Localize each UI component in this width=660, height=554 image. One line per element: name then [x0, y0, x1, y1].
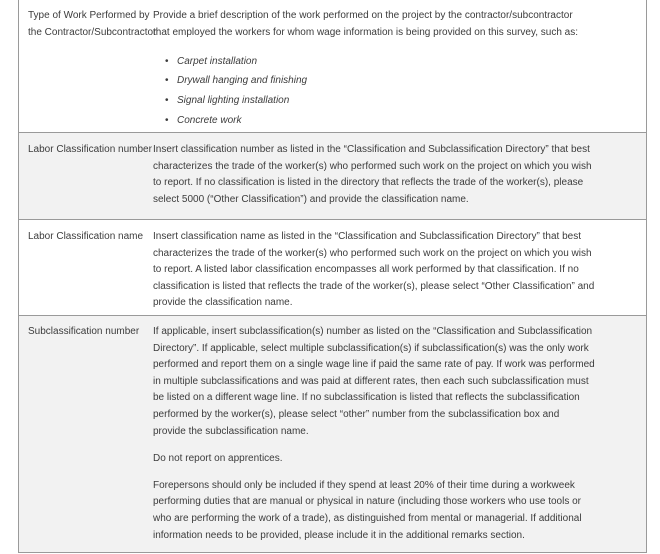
row-description [153, 8, 643, 131]
description-line: Insert classification name as listed in the “Classification and Subclassification Directory” that best [153, 231, 581, 242]
label-line: Labor Classification number [28, 144, 152, 155]
example-list-item: • Signal lighting installation [177, 91, 643, 111]
description-line: provide the classification name. [153, 297, 293, 309]
description-line: information needs to be provided, please include it in the additional remarks section. [153, 529, 525, 541]
label-line: Subclassification number [28, 326, 140, 337]
description-line: be listed on a different wage line. If no subclassification is listed that reflects the subclassification [153, 392, 580, 404]
row-labor-classification-name [19, 220, 646, 316]
description-line: Do not report on apprentices. [153, 452, 283, 464]
description-line: who are performing the work of a trade), as distinguished from mental or managerial. If additional [153, 512, 582, 524]
row-description [153, 142, 643, 208]
example-list-item: • Drywall hanging and finishing [177, 71, 643, 91]
description-line: Directory”. If applicable, select multiple subclassification(s) if subclassification(s) was the only work [153, 342, 589, 354]
row-label [28, 229, 153, 246]
row-description [153, 229, 643, 312]
description-line: characterizes the trade of the worker(s) who performed such work on the project on which you wish [153, 247, 592, 259]
row-label [28, 324, 153, 341]
example-list-item: • Concrete work [177, 111, 643, 131]
description-line: select 5000 (“Other Classification”) and provide the classification name. [153, 193, 469, 205]
description-line: provide the subclassification name. [153, 425, 309, 437]
row-description [153, 324, 643, 544]
example-list-item: • Carpet installation [177, 52, 643, 72]
label-line: Type of Work Performed by [28, 10, 150, 21]
description-paragraph [153, 451, 643, 468]
example-list [153, 52, 643, 131]
description-line: Provide a brief description of the work performed on the project by the contractor/subcontractor [153, 10, 573, 21]
description-line: Insert classification number as listed in the “Classification and Subclassification Directory” that best [153, 144, 590, 155]
description-line: that employed the workers for whom wage information is being provided on this survey, such as: [153, 26, 579, 38]
description-paragraph [153, 229, 643, 312]
description-line: in multiple subclassifications and was paid at different rates, then each such subclassification must [153, 375, 589, 387]
description-paragraph [153, 142, 643, 208]
description-line: to report. If no classification is listed in the directory that reflects the trade of the worker(s), please [153, 177, 584, 189]
row-label [28, 8, 157, 41]
description-paragraph [153, 478, 643, 544]
description-line: to report. A listed labor classification encompasses all work performed by that classification. If no [153, 264, 579, 276]
description-line: classification is listed that reflects the trade of the worker(s), please select “Other Classification” and [153, 280, 595, 292]
description-line: performed by the worker(s), please select “other” number from the subclassification box and [153, 408, 560, 420]
label-line: Labor Classification name [28, 231, 144, 242]
instructions-table [18, 0, 647, 553]
row-labor-classification-number [19, 133, 646, 220]
label-line: the Contractor/Subcontractor [28, 26, 157, 38]
description-line: Forepersons should only be included if they spend at least 20% of their time during a workweek [153, 479, 575, 491]
row-label [28, 142, 153, 159]
description-paragraph [153, 324, 643, 440]
description-line: characterizes the trade of the worker(s) who performed such work on the project on which you wish [153, 160, 592, 172]
row-subclassification-number [19, 316, 646, 553]
row-type-of-work [19, 0, 646, 133]
description-line: performing duties that are manual or physical in nature (including those workers who use tools or [153, 496, 581, 508]
description-paragraph [153, 8, 643, 41]
description-line: If applicable, insert subclassification(s) number as listed on the “Classification and Subclassification [153, 326, 593, 337]
description-line: performed and report them on a single wage line if paid the same rate of pay. If work was performed [153, 359, 595, 371]
